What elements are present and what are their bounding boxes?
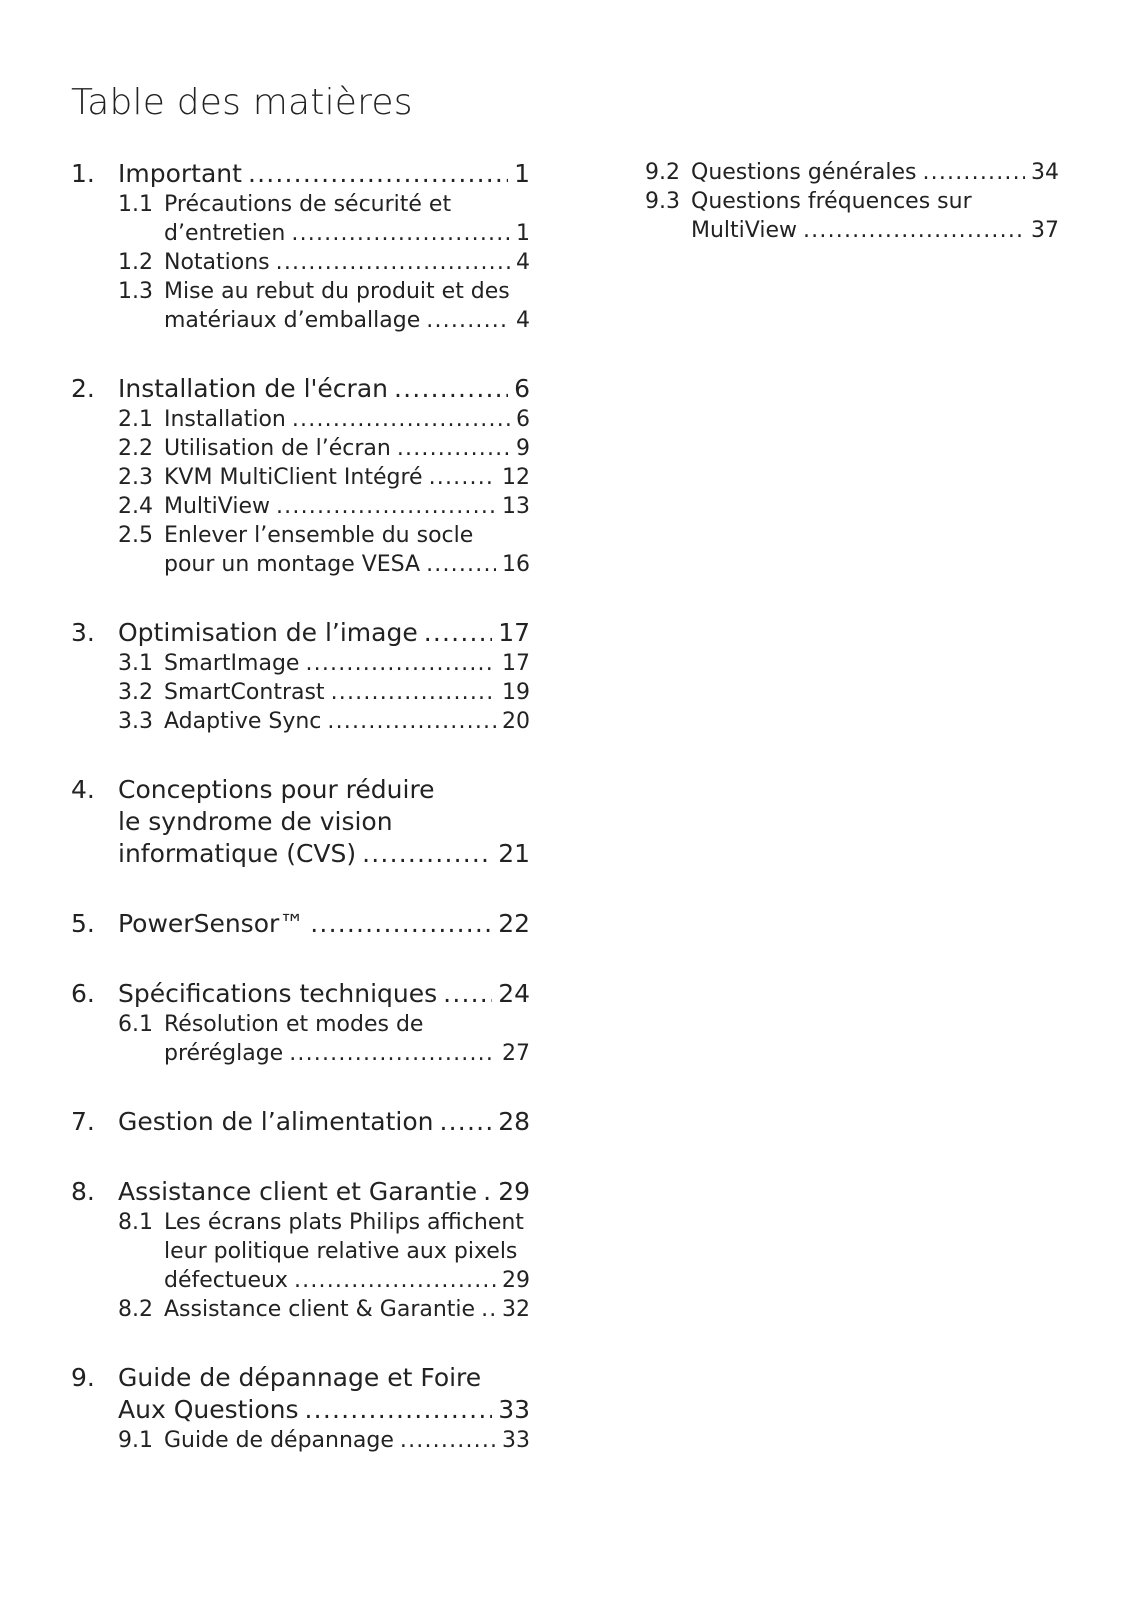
toc-right-column <box>645 158 1059 245</box>
toc-entry-number: 2.3 <box>118 465 153 490</box>
dot-leader <box>331 678 496 707</box>
toc-page-number: 33 <box>502 1428 530 1453</box>
toc-entry-number: 3.1 <box>118 651 153 676</box>
toc-entry-leader-line <box>164 463 530 492</box>
toc-subsection-entry[interactable] <box>118 248 530 277</box>
toc-page-number: 32 <box>502 1297 530 1322</box>
toc-subsection-entry[interactable] <box>118 277 530 335</box>
toc-chapter-entry[interactable] <box>71 617 530 649</box>
dot-leader <box>362 838 492 870</box>
toc-page-number: 21 <box>498 839 530 868</box>
toc-entry-title-line: KVM MultiClient Intégré <box>164 465 423 490</box>
toc-entry-leader-line <box>164 649 530 678</box>
toc-entry-body <box>164 492 530 521</box>
toc-entry-title-line: Installation de l'écran <box>118 374 388 403</box>
toc-entry-number: 1.2 <box>118 250 153 275</box>
toc-entry-body <box>164 463 530 492</box>
toc-page-number: 37 <box>1031 218 1059 243</box>
toc-chapter-entry[interactable] <box>71 1176 530 1208</box>
toc-entry-leader-line <box>164 306 530 335</box>
toc-subsection-entry[interactable] <box>118 190 530 248</box>
toc-entry-number: 2.2 <box>118 436 153 461</box>
toc-entry-leader-line <box>118 1394 530 1426</box>
toc-entry-number: 5. <box>71 909 95 938</box>
toc-chapter-entry[interactable] <box>71 908 530 940</box>
dot-leader <box>429 463 496 492</box>
toc-page-number: 24 <box>498 979 530 1008</box>
toc-entry-body <box>164 277 530 335</box>
dot-leader <box>803 216 1025 245</box>
dot-leader <box>443 978 492 1010</box>
toc-entry-body <box>164 1295 530 1324</box>
toc-entry-title-line: Guide de dépannage et Foire <box>118 1363 482 1392</box>
toc-entry-title-line: Résolution et modes de <box>164 1012 424 1037</box>
toc-entry-body <box>118 1362 530 1426</box>
toc-subsection-entry[interactable] <box>118 1295 530 1324</box>
toc-entry-title-line: informatique (CVS) <box>118 839 357 868</box>
toc-entry-title-line: SmartImage <box>164 651 300 676</box>
toc-entry-body <box>164 678 530 707</box>
toc-entry-title-line: pour un montage VESA <box>164 552 421 577</box>
toc-entry-title-line: matériaux d’emballage <box>164 308 421 333</box>
toc-entry-leader-line <box>118 373 530 405</box>
toc-entry-title-line: d’entretien <box>164 221 286 246</box>
toc-chapter <box>71 908 530 940</box>
toc-entry-title-line: Conceptions pour réduire <box>118 775 435 804</box>
toc-page-number: 17 <box>498 618 530 647</box>
toc-entry-number: 2. <box>71 374 95 403</box>
toc-chapter-entry[interactable] <box>71 1106 530 1138</box>
toc-entry-number: 1.3 <box>118 279 153 304</box>
toc-entry-title-line: MultiView <box>164 494 270 519</box>
toc-chapter <box>71 1362 530 1455</box>
toc-entry-leader-line <box>118 908 530 940</box>
toc-entry-number: 1. <box>71 159 95 188</box>
toc-entry-leader-line <box>164 434 530 463</box>
dot-leader <box>400 1426 496 1455</box>
toc-entry-title-line: le syndrome de vision <box>118 807 393 836</box>
dot-leader <box>440 1106 493 1138</box>
toc-entry-body <box>164 434 530 463</box>
toc-chapter <box>71 617 530 736</box>
dot-leader <box>327 707 496 736</box>
toc-entry-body <box>164 248 530 277</box>
dot-leader <box>276 248 510 277</box>
toc-entry-leader-line <box>164 678 530 707</box>
toc-chapter <box>71 978 530 1068</box>
toc-page-number: 9 <box>516 436 530 461</box>
toc-entry-leader-line <box>164 1039 530 1068</box>
toc-chapter <box>71 1176 530 1324</box>
toc-entry-title-line: Notations <box>164 250 270 275</box>
toc-entry-leader-line <box>164 1426 530 1455</box>
toc-entry-leader-line <box>164 219 530 248</box>
toc-page-number: 1 <box>516 221 530 246</box>
toc-entry-leader-line <box>118 617 530 649</box>
toc-entry-number: 3. <box>71 618 95 647</box>
toc-entry-leader-line <box>164 707 530 736</box>
toc-page-number: 4 <box>516 250 530 275</box>
toc-entry-leader-line <box>164 1266 530 1295</box>
toc-entry-leader-line <box>691 216 1059 245</box>
toc-entry-number: 2.1 <box>118 407 153 432</box>
toc-page-number: 27 <box>502 1041 530 1066</box>
toc-entry-leader-line <box>691 158 1059 187</box>
toc-entry-number: 6. <box>71 979 95 1008</box>
toc-entry-title-line: MultiView <box>691 218 797 243</box>
toc-page-number: 12 <box>502 465 530 490</box>
toc-entry-number: 8.1 <box>118 1210 153 1235</box>
toc-entry-number: 4. <box>71 775 95 804</box>
dot-leader <box>291 219 510 248</box>
toc-page-number: 13 <box>502 494 530 519</box>
toc-entry-body <box>118 978 530 1010</box>
toc-chapter-entry[interactable] <box>71 1362 530 1426</box>
toc-entry-number: 9.1 <box>118 1428 153 1453</box>
toc-page-number: 16 <box>502 552 530 577</box>
toc-chapter <box>71 158 530 335</box>
toc-entry-title-line: Questions fréquences sur <box>691 189 972 214</box>
toc-entry-title-line: défectueux <box>164 1268 288 1293</box>
dot-leader <box>248 158 508 190</box>
toc-page-number: 33 <box>498 1395 530 1424</box>
dot-leader <box>305 1394 493 1426</box>
toc-entry-number: 8.2 <box>118 1297 153 1322</box>
toc-chapter <box>71 774 530 870</box>
toc-entry-body <box>118 774 530 870</box>
toc-entry-title-line: Gestion de l’alimentation <box>118 1107 434 1136</box>
toc-entry-number: 3.3 <box>118 709 153 734</box>
toc-entry-body <box>164 1010 530 1068</box>
dot-leader <box>397 434 510 463</box>
toc-page-number: 4 <box>516 308 530 333</box>
toc-entry-title-line: leur politique relative aux pixels <box>164 1239 518 1264</box>
toc-entry-number: 2.5 <box>118 523 153 548</box>
toc-entry-title-line: Assistance client & Garantie <box>164 1297 476 1322</box>
toc-entry-title-line: Assistance client et Garantie <box>118 1177 478 1206</box>
toc-chapter-entry[interactable] <box>71 978 530 1010</box>
toc-subsection-entry[interactable] <box>118 707 530 736</box>
toc-entry-body <box>118 373 530 405</box>
toc-entry-leader-line <box>164 492 530 521</box>
toc-entry-title-line: Questions générales <box>691 160 917 185</box>
toc-entry-number: 3.2 <box>118 680 153 705</box>
toc-entry-title-line: Guide de dépannage <box>164 1428 394 1453</box>
toc-entry-title-line: Adaptive Sync <box>164 709 322 734</box>
toc-entry-title-line: Mise au rebut du produit et des <box>164 279 510 304</box>
toc-entry-leader-line <box>164 1295 530 1324</box>
dot-leader <box>424 617 492 649</box>
toc-entry-title-line: Optimisation de l’image <box>118 618 418 647</box>
toc-entry-body <box>118 1176 530 1208</box>
toc-subsection-entry[interactable] <box>118 1208 530 1295</box>
toc-entry-number: 1.1 <box>118 192 153 217</box>
toc-entry-title-line: Précautions de sécurité et <box>164 192 452 217</box>
toc-entry-title-line: Les écrans plats Philips affichent <box>164 1210 524 1235</box>
toc-chapter <box>71 373 530 579</box>
dot-leader <box>294 1266 496 1295</box>
toc-page-number: 6 <box>516 407 530 432</box>
toc-entry-number: 9.2 <box>645 160 680 185</box>
dot-leader <box>426 306 510 335</box>
dot-leader <box>426 550 496 579</box>
dot-leader <box>289 1039 496 1068</box>
toc-subsection-entry[interactable] <box>645 187 1059 245</box>
toc-entry-body <box>164 190 530 248</box>
toc-entry-body <box>691 187 1059 245</box>
toc-entry-body <box>691 158 1059 187</box>
toc-entry-body <box>164 1426 530 1455</box>
toc-entry-body <box>118 158 530 190</box>
toc-subsection-entry[interactable] <box>118 649 530 678</box>
toc-entry-number: 2.4 <box>118 494 153 519</box>
toc-entry-leader-line <box>164 550 530 579</box>
toc-chapter-entry[interactable] <box>71 774 530 870</box>
toc-entry-body <box>164 649 530 678</box>
toc-chapter-entry[interactable] <box>71 373 530 405</box>
toc-subsection-entry[interactable] <box>118 463 530 492</box>
dot-leader <box>481 1295 496 1324</box>
dot-leader <box>276 492 496 521</box>
toc-entry-title-line: Utilisation de l’écran <box>164 436 391 461</box>
dot-leader <box>922 158 1025 187</box>
toc-entry-title-line: Installation <box>164 407 286 432</box>
page-title: Table des matières <box>71 82 413 123</box>
toc-entry-body <box>118 908 530 940</box>
toc-page-number: 22 <box>498 909 530 938</box>
dot-leader <box>305 649 496 678</box>
toc-entry-number: 7. <box>71 1107 95 1136</box>
toc-chapter-entry[interactable] <box>71 158 530 190</box>
toc-entry-leader-line <box>164 405 530 434</box>
toc-entry-number: 9. <box>71 1363 95 1392</box>
dot-leader <box>310 908 492 940</box>
toc-entry-body <box>164 707 530 736</box>
toc-entry-leader-line <box>164 248 530 277</box>
toc-subsection-entry[interactable] <box>645 158 1059 187</box>
toc-page-number: 34 <box>1031 160 1059 185</box>
toc-page-number: 19 <box>502 680 530 705</box>
dot-leader <box>483 1176 492 1208</box>
toc-subsection-entry[interactable] <box>118 521 530 579</box>
toc-chapter <box>71 1106 530 1138</box>
toc-entry-body <box>118 1106 530 1138</box>
toc-entry-body <box>164 405 530 434</box>
toc-entry-number: 6.1 <box>118 1012 153 1037</box>
toc-entry-number: 8. <box>71 1177 95 1206</box>
toc-page-number: 28 <box>498 1107 530 1136</box>
toc-entry-number: 9.3 <box>645 189 680 214</box>
toc-entry-leader-line <box>118 1176 530 1208</box>
toc-subsection-entry[interactable] <box>118 1010 530 1068</box>
toc-left-column <box>71 158 530 1493</box>
toc-page-number: 6 <box>514 374 530 403</box>
toc-entry-leader-line <box>118 978 530 1010</box>
toc-subsection-entry[interactable] <box>118 405 530 434</box>
dot-leader <box>394 373 508 405</box>
toc-page-number: 20 <box>502 709 530 734</box>
toc-entry-title-line: PowerSensor™ <box>118 909 305 938</box>
toc-entry-title-line: Enlever l’ensemble du socle <box>164 523 474 548</box>
toc-subsection-entry[interactable] <box>118 678 530 707</box>
toc-entry-title-line: SmartContrast <box>164 680 325 705</box>
dot-leader <box>292 405 510 434</box>
toc-subsection-entry[interactable] <box>118 434 530 463</box>
toc-subsection-entry[interactable] <box>118 492 530 521</box>
toc-entry-body <box>164 521 530 579</box>
toc-page-number: 1 <box>514 159 530 188</box>
toc-entry-title-line: Important <box>118 159 242 188</box>
toc-entry-title-line: Spécifications techniques <box>118 979 438 1008</box>
toc-entry-leader-line <box>118 1106 530 1138</box>
toc-entry-title-line: préréglage <box>164 1041 284 1066</box>
toc-entry-body <box>118 617 530 649</box>
toc-entry-leader-line <box>118 158 530 190</box>
toc-page-number: 17 <box>502 651 530 676</box>
toc-entry-body <box>164 1208 530 1295</box>
toc-page-number: 29 <box>498 1177 530 1206</box>
toc-entry-leader-line <box>118 838 530 870</box>
toc-entry-title-line: Aux Questions <box>118 1395 299 1424</box>
toc-subsection-entry[interactable] <box>118 1426 530 1455</box>
toc-page-number: 29 <box>502 1268 530 1293</box>
